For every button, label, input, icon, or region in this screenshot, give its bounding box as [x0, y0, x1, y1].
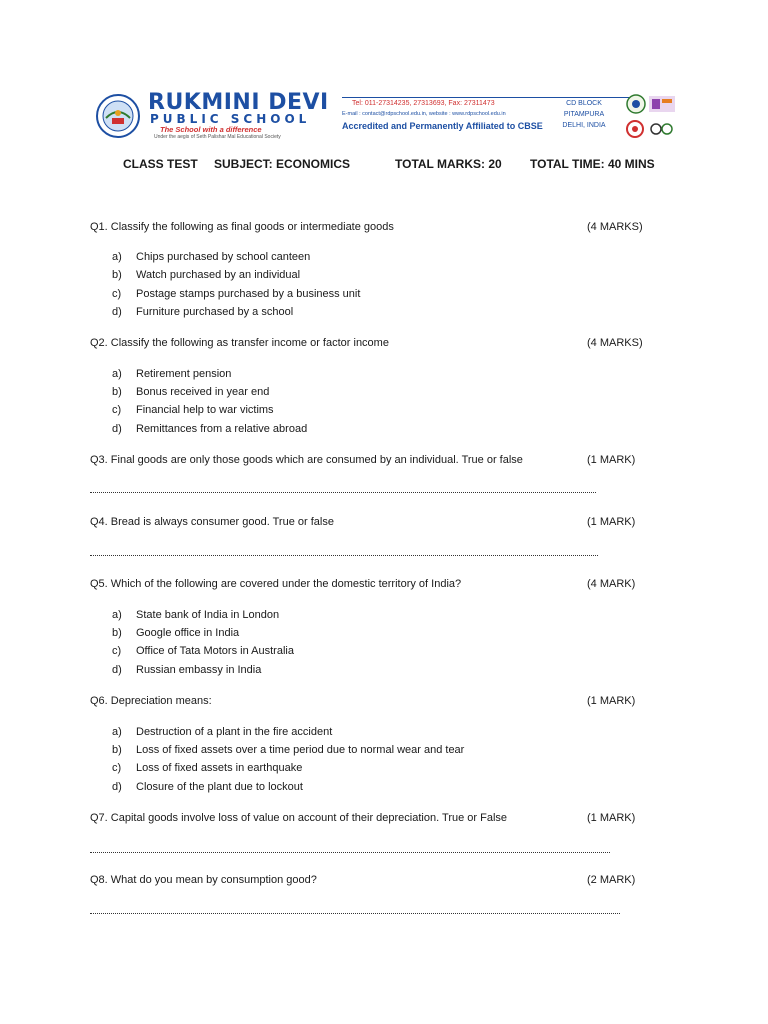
email-line: E-mail : contact@rdpschool.edu.in, website : www.rdpschool.edu.in — [342, 111, 506, 117]
option-item — [112, 288, 360, 300]
option-label: c) — [112, 288, 122, 300]
school-letterhead — [92, 92, 682, 142]
option-item — [112, 251, 310, 263]
option-label: d) — [112, 423, 122, 435]
option-item — [112, 269, 300, 281]
option-text: Destruction of a plant in the fire accident — [136, 726, 333, 738]
option-text: Postage stamps purchased by a business unit — [136, 288, 361, 300]
question-marks: (1 MARK) — [587, 695, 636, 707]
question-text: Q1. Classify the following as final goods or intermediate goods — [90, 221, 394, 233]
total-marks-label: TOTAL MARKS: 20 — [395, 157, 502, 171]
option-label: b) — [112, 627, 122, 639]
question-marks: (4 MARKS) — [587, 337, 643, 349]
option-label: c) — [112, 645, 122, 657]
option-item — [112, 609, 279, 621]
question-marks: (4 MARK) — [587, 578, 636, 590]
question-marks: (4 MARKS) — [587, 221, 643, 233]
option-text: Retirement pension — [136, 368, 232, 380]
question-text: Q5. Which of the following are covered under the domestic territory of India? — [90, 578, 462, 590]
option-item — [112, 762, 302, 774]
question-marks: (1 MARK) — [587, 454, 636, 466]
address-line: CD BLOCK — [566, 100, 602, 107]
option-item — [112, 368, 231, 380]
option-label: b) — [112, 386, 122, 398]
option-item — [112, 726, 332, 738]
option-text: Watch purchased by an individual — [136, 269, 301, 281]
option-label: c) — [112, 404, 122, 416]
answer-line — [90, 852, 610, 853]
award-logo-icon — [626, 120, 644, 138]
option-label: a) — [112, 726, 122, 738]
subject-label: SUBJECT: ECONOMICS — [214, 157, 351, 171]
option-label: a) — [112, 251, 122, 263]
option-text: Google office in India — [136, 627, 240, 639]
option-text: Chips purchased by school canteen — [136, 251, 311, 263]
option-text: State bank of India in London — [136, 609, 280, 621]
question-marks: (1 MARK) — [587, 812, 636, 824]
option-text: Russian embassy in India — [136, 664, 262, 676]
school-address — [554, 98, 614, 131]
partner-logo-icon — [649, 96, 675, 112]
class-test-label: CLASS TEST — [123, 157, 198, 171]
answer-line — [90, 492, 596, 493]
school-seal-icon — [96, 94, 140, 138]
option-item — [112, 627, 239, 639]
option-item — [112, 781, 303, 793]
option-label: c) — [112, 762, 122, 774]
question-text: Q8. What do you mean by consumption good? — [90, 874, 317, 886]
question-text: Q3. Final goods are only those goods which are consumed by an individual. True or false — [90, 454, 523, 466]
option-label: a) — [112, 609, 122, 621]
school-tagline: The School with a difference — [160, 125, 262, 134]
option-item — [112, 404, 274, 416]
option-text: Office of Tata Motors in Australia — [136, 645, 294, 657]
question-text: Q7. Capital goods involve loss of value on account of their depreciation. True or False — [90, 812, 508, 824]
option-label: b) — [112, 744, 122, 756]
answer-line — [90, 555, 598, 556]
school-aegis: Under the aegis of Seth Palishar Mal Educational Society — [154, 134, 281, 140]
option-text: Closure of the plant due to lockout — [136, 781, 303, 793]
question-text: Q2. Classify the following as transfer income or factor income — [90, 337, 389, 349]
question-text: Q4. Bread is always consumer good. True or false — [90, 516, 334, 528]
option-item — [112, 423, 307, 435]
option-text: Furniture purchased by a school — [136, 306, 294, 318]
answer-line — [90, 913, 620, 914]
total-time-label: TOTAL TIME: 40 MINS — [530, 157, 655, 171]
option-text: Financial help to war victims — [136, 404, 274, 416]
option-text: Remittances from a relative abroad — [136, 423, 308, 435]
option-label: d) — [112, 664, 122, 676]
option-label: d) — [112, 306, 122, 318]
question-marks: (1 MARK) — [587, 516, 636, 528]
cbse-logo-icon — [626, 94, 646, 114]
option-item — [112, 744, 464, 756]
affiliation-line: Accredited and Permanently Affiliated to CBSE — [342, 121, 543, 131]
school-name: RUKMINI DEVI — [148, 90, 329, 115]
option-text: Loss of fixed assets in earthquake — [136, 762, 303, 774]
question-text: Q6. Depreciation means: — [90, 695, 212, 707]
school-subtitle: PUBLIC SCHOOL — [150, 112, 311, 126]
option-item — [112, 386, 269, 398]
option-text: Bonus received in year end — [136, 386, 270, 398]
phone-line: Tel: 011-27314235, 27313693, Fax: 27311473 — [352, 100, 495, 107]
option-item — [112, 306, 293, 318]
address-line: DELHI, INDIA — [562, 122, 606, 129]
question-marks: (2 MARK) — [587, 874, 636, 886]
option-text: Loss of fixed assets over a time period due to normal wear and tear — [136, 744, 465, 756]
green-school-logo-icon — [649, 122, 675, 136]
option-label: d) — [112, 781, 122, 793]
option-item — [112, 664, 261, 676]
option-label: b) — [112, 269, 122, 281]
option-item — [112, 645, 294, 657]
option-label: a) — [112, 368, 122, 380]
address-line: PITAMPURA — [563, 111, 605, 118]
